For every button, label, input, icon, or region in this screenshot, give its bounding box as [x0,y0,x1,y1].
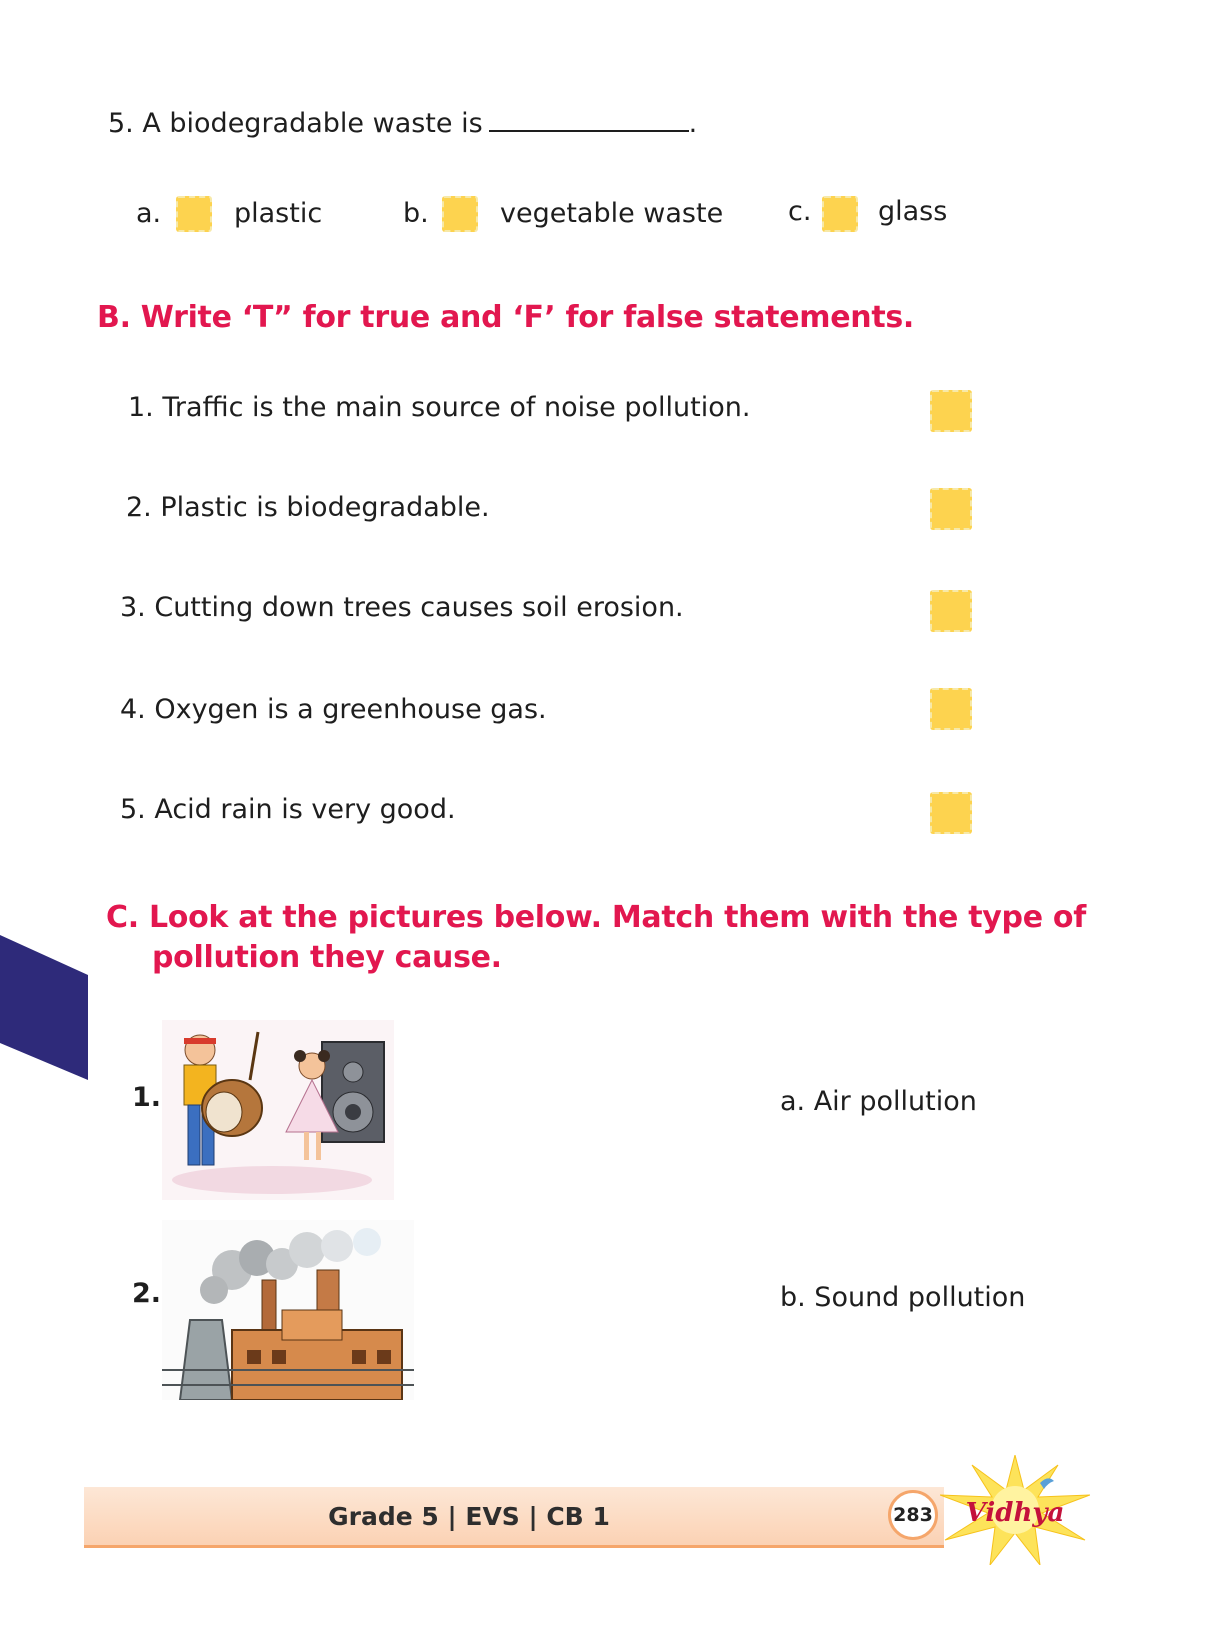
option-a-label: plastic [234,198,323,229]
statement-1-answer-box[interactable] [930,390,972,432]
question-5-end: . [688,108,698,139]
answer-blank[interactable] [489,108,689,132]
match-option-b: b. Sound pollution [780,1282,1026,1313]
question-5 [108,108,697,139]
statement-4-answer-box[interactable] [930,688,972,730]
picture-2-number: 2. [132,1278,162,1309]
svg-text:Vidhya: Vidhya [965,1498,1065,1528]
option-c-checkbox[interactable] [822,196,858,232]
factory-illustration-image [162,1220,414,1400]
option-a-checkbox[interactable] [176,196,212,232]
option-c-letter: c. [788,196,812,227]
noise-illustration-image [162,1020,394,1200]
statement-3: 3. Cutting down trees causes soil erosion. [120,592,684,623]
statement-1: 1. Traffic is the main source of noise pollution. [128,392,751,423]
section-c-heading-line1: C. Look at the pictures below. Match them with the type of [106,900,1086,935]
statement-2: 2. Plastic is biodegradable. [126,492,490,523]
option-c-label: glass [878,196,948,227]
option-b-letter: b. [403,198,429,229]
statement-5-answer-box[interactable] [930,792,972,834]
statement-4: 4. Oxygen is a greenhouse gas. [120,694,547,725]
question-5-text: 5. A biodegradable waste is [108,108,483,139]
option-b-label: vegetable waste [500,198,724,229]
side-tab-decoration [0,935,88,1080]
match-option-a: a. Air pollution [780,1086,977,1117]
section-c-heading-line2: pollution they cause. [152,940,502,975]
page-number: 283 [888,1490,938,1540]
picture-1-number: 1. [132,1082,162,1113]
footer-title: Grade 5 | EVS | CB 1 [328,1502,610,1531]
option-b-checkbox[interactable] [442,196,478,232]
section-b-heading: B. Write ‘T” for true and ‘F’ for false statements. [97,300,915,335]
statement-2-answer-box[interactable] [930,488,972,530]
vidhya-logo [940,1455,1090,1565]
statement-5: 5. Acid rain is very good. [120,794,456,825]
option-a-letter: a. [136,198,162,229]
statement-3-answer-box[interactable] [930,590,972,632]
